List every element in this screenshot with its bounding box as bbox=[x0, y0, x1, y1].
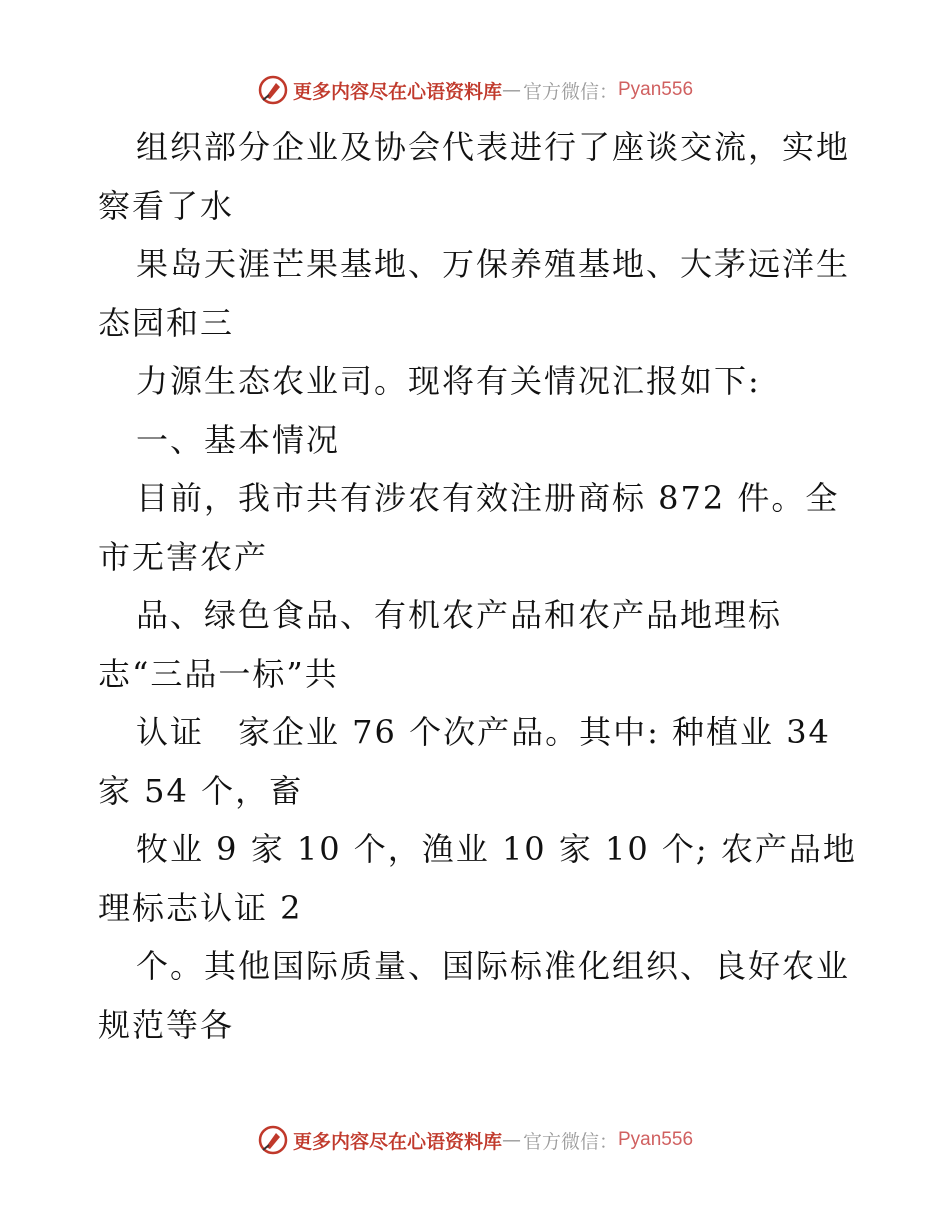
section-heading: 一、基本情况 bbox=[136, 420, 341, 459]
banner-separator: — bbox=[501, 1129, 521, 1151]
body-line: 家 54 个，畜 bbox=[98, 771, 304, 810]
body-line: 规范等各 bbox=[98, 1005, 235, 1044]
banner-wechat-label: 官方微信： bbox=[522, 80, 618, 103]
banner-title: 更多内容尽在心语资料库 bbox=[292, 1130, 502, 1153]
banner-separator: — bbox=[501, 79, 521, 101]
banner-wechat-id: Pyan556 bbox=[618, 79, 694, 100]
body-line: 个。其他国际质量、国际标准化组织、良好农业 bbox=[136, 947, 851, 985]
body-line: 志“三品一标”共 bbox=[98, 654, 339, 693]
banner-title: 更多内容尽在心语资料库 bbox=[292, 80, 502, 103]
document-body bbox=[98, 118, 858, 1054]
body-line: 目前，我市共有涉农有效注册商标 872 件。全 bbox=[136, 479, 840, 517]
footer-banner bbox=[0, 1120, 950, 1160]
body-line: 力源生态农业司。现将有关情况汇报如下: bbox=[136, 362, 761, 400]
banner-wechat-id: Pyan556 bbox=[618, 1129, 694, 1150]
body-line: 市无害农产 bbox=[98, 537, 269, 576]
header-banner bbox=[0, 70, 950, 110]
body-line: 果岛天涯芒果基地、万保养殖基地、大茅远洋生 bbox=[136, 245, 851, 283]
body-line: 理标志认证 2 bbox=[98, 888, 303, 927]
pen-nib-logo-icon bbox=[257, 74, 289, 106]
body-line: 察看了水 bbox=[98, 186, 235, 225]
body-line: 态园和三 bbox=[98, 303, 235, 342]
body-line: 认证 家企业 76 个次产品。其中: 种植业 34 bbox=[136, 713, 831, 751]
banner-wechat-label: 官方微信： bbox=[522, 1130, 618, 1153]
body-line: 品、绿色食品、有机农产品和农产品地理标 bbox=[136, 596, 783, 634]
pen-nib-logo-icon bbox=[257, 1124, 289, 1156]
body-line: 牧业 9 家 10 个，渔业 10 家 10 个; 农产品地 bbox=[136, 830, 857, 868]
body-line: 组织部分企业及协会代表进行了座谈交流，实地 bbox=[136, 128, 851, 166]
